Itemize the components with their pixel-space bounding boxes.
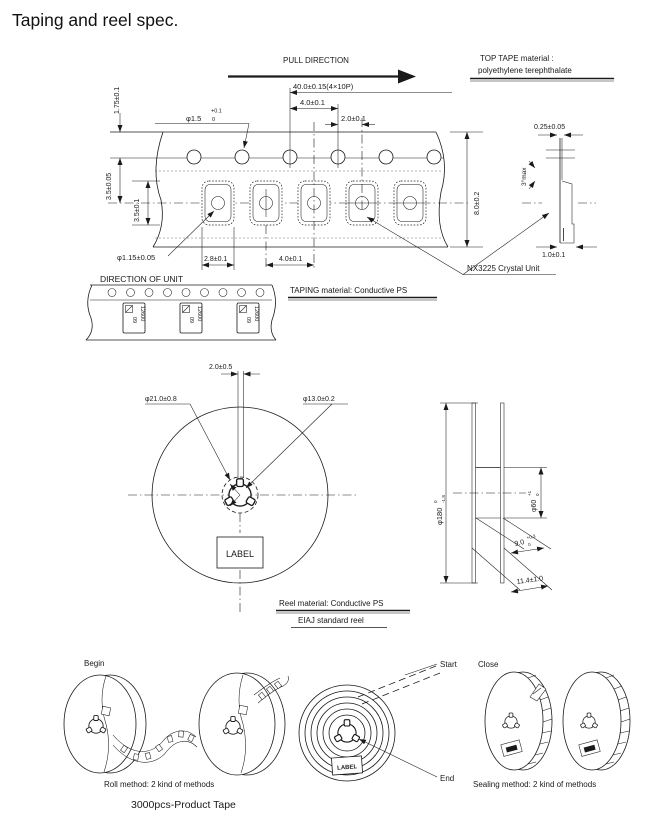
dim-hole-to-pocket: 2.0±0.1 (341, 114, 366, 123)
dim-hub-dia: φ21.0±0.8 (145, 396, 177, 403)
dim-hole-to-center: 3.5±0.05 (106, 172, 113, 200)
dim-pocket-len: 3.5±0.1 (134, 198, 141, 222)
pocket (394, 181, 426, 225)
sealing-method-illustration (473, 660, 630, 789)
carrier-tape-top-view (106, 54, 614, 275)
dim-cover-thickness: 0.25±0.05 (534, 124, 566, 131)
tape-cross-section (520, 124, 597, 259)
product-tape-label: 3000pcs-Product Tape (131, 799, 236, 811)
end-label: End (440, 774, 455, 783)
sealing-method-label: Sealing method: 2 kind of methods (473, 780, 597, 789)
top-tape-material-line1: TOP TAPE material : (480, 54, 554, 63)
dim-outer-dia: φ180 (435, 507, 444, 525)
direction-of-unit-strip (86, 274, 437, 340)
reel-standard-note: EIAJ standard reel (298, 616, 364, 625)
dim-sprocket-tol-dn: 0 (212, 117, 216, 123)
dim-pocket-pitch: 4.0±0.1 (279, 256, 303, 263)
dim-hub-dia-group (527, 490, 540, 512)
dim-inner-width-tol-dn: 0 (527, 541, 532, 548)
dim-pocket-hole-dia: φ1.15±0.05 (117, 253, 156, 262)
unit-marking-freq: 12600 (139, 306, 145, 322)
unit-component (123, 303, 145, 333)
dim-outer-width: 11.4±1.0 (516, 575, 544, 586)
dim-tape-width: 8.0±0.2 (474, 191, 481, 215)
tape-start-dashed (358, 666, 436, 697)
dim-draft-angle: 3°max (521, 167, 528, 186)
tape-break-right (436, 132, 448, 247)
wound-tape-illustration (299, 660, 458, 783)
unit-marking-code: 09 (188, 317, 194, 324)
unit-marking-freq: 12600 (196, 306, 202, 322)
dim-pocket-width: 2.8±0.1 (204, 256, 228, 263)
reel-side-view (433, 403, 552, 592)
dim-sprocket-tol-up: +0.1 (211, 108, 222, 115)
dim-inner-width-tol-up: +0.3 (526, 533, 536, 541)
taping-material-note: TAPING material: Conductive PS (290, 286, 408, 295)
pocket (250, 181, 282, 225)
roll-method-label: Roll method: 2 kind of methods (104, 780, 215, 789)
pocket-profile (560, 181, 574, 243)
dim-edge-to-hole: 1.75±0.1 (114, 86, 121, 114)
reel-notes (276, 599, 410, 628)
close-label: Close (478, 660, 499, 669)
wound-label-text: LABEL (337, 764, 358, 772)
start-label: Start (440, 660, 457, 669)
pocket (298, 181, 330, 225)
dim-hole-pitch: 4.0±0.1 (300, 98, 325, 107)
dim-inner-width-group (513, 533, 538, 549)
reel-material-note: Reel material: Conductive PS (279, 599, 384, 608)
unit-component (180, 303, 202, 333)
dim-outer-tol-dn: -1.8 (441, 495, 446, 503)
roll-method-illustration (64, 659, 288, 811)
tape-break-left (153, 132, 163, 247)
pull-direction-arrowhead (398, 70, 416, 84)
dim-outer-dia-group (433, 495, 446, 525)
dim-center-hole-dia: φ13.0±0.2 (303, 396, 335, 403)
dim-sprocket-dia: φ1.5 (186, 114, 202, 123)
wound-label-box (331, 756, 362, 775)
begin-label: Begin (84, 659, 105, 668)
dim-hub-dia-side: φ60 (531, 499, 538, 512)
unit-component (237, 303, 259, 333)
unit-marking-freq: 12600 (253, 306, 259, 322)
direction-of-unit-heading: DIRECTION OF UNIT (100, 274, 184, 284)
unit-marking-code: 09 (131, 317, 137, 324)
dim-pocket-bottom: 1.0±0.1 (542, 252, 566, 259)
dim-outer-tol-up: 0 (433, 500, 438, 503)
crystal-unit-label: NX3225 Crystal Unit (467, 264, 540, 273)
dim-hub-tol-up: +1 (527, 490, 532, 496)
pull-direction-label: PULL DIRECTION (283, 56, 349, 65)
reel-front-view (128, 364, 358, 612)
unit-marking-code: 09 (245, 317, 251, 324)
reel-label-text: LABEL (225, 549, 255, 559)
page-title: Taping and reel spec. (12, 10, 179, 30)
top-tape-material-line2: polyethylene terephthalate (478, 66, 572, 75)
dim-total-pitch: 40.0±0.15(4×10P) (293, 82, 354, 91)
dim-hub-tol-dn: 0 (535, 493, 540, 496)
dim-slot-width: 2.0±0.5 (209, 364, 233, 371)
dim-inner-width: 9.0 (513, 539, 525, 548)
strip-sprocket-holes (108, 289, 264, 297)
